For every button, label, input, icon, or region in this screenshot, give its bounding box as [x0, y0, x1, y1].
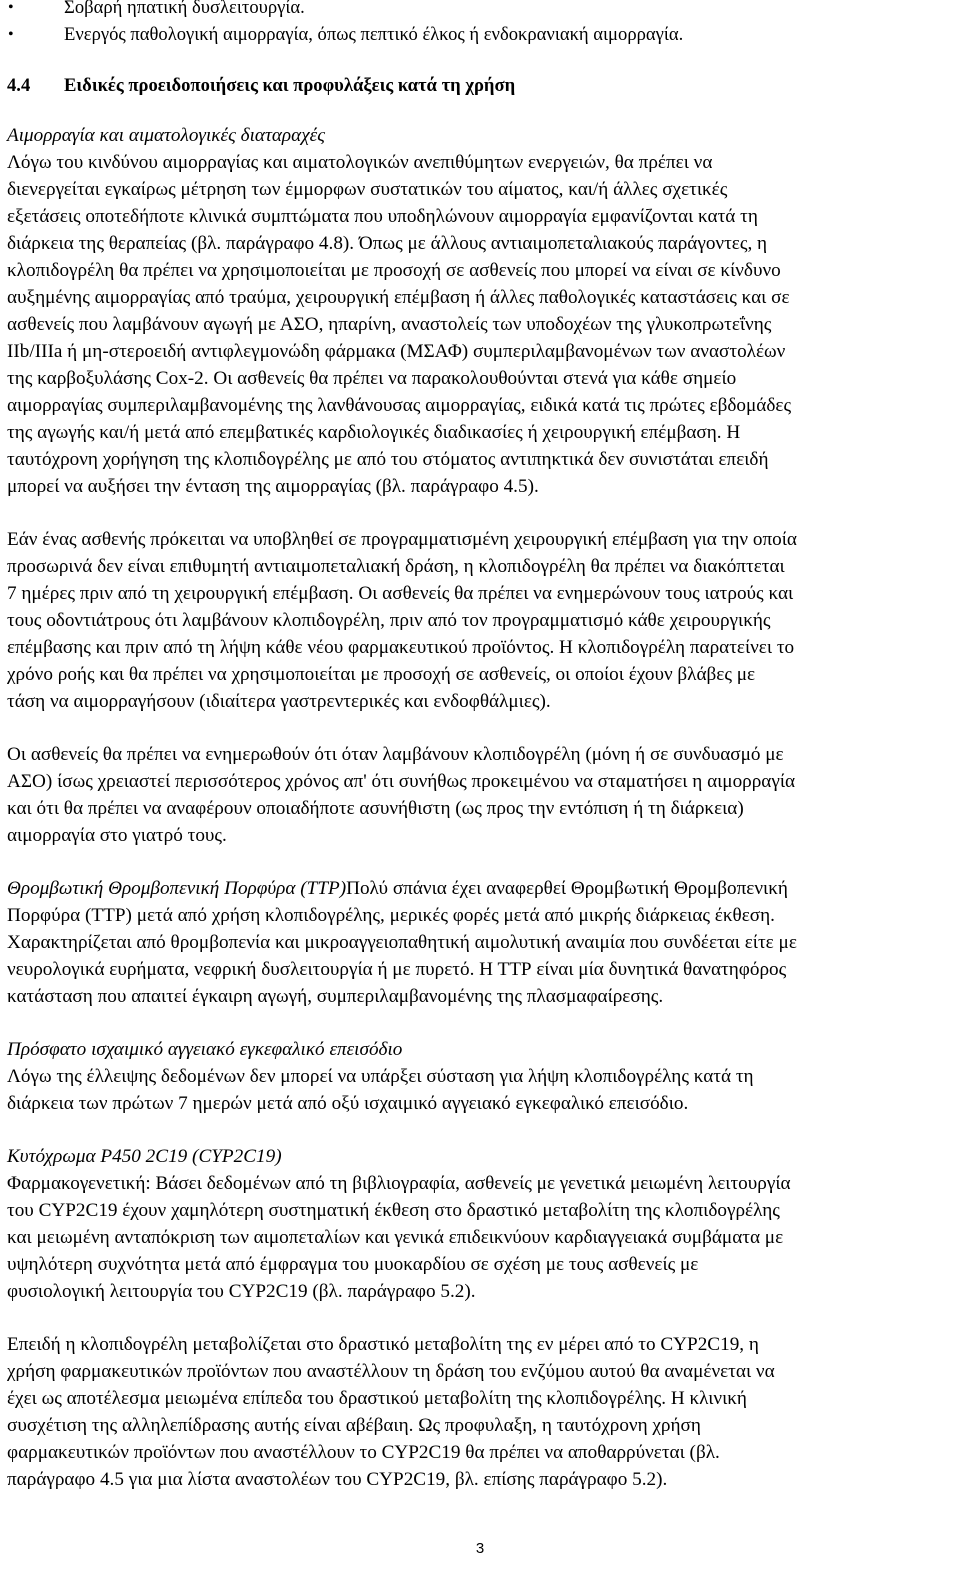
text-line: της αγωγής και/ή μετά από επεμβατικές καρδιολογικές διαδικασίες ή χειρουργική επέμβαση. Η — [7, 422, 741, 443]
paragraph-cyp2c19 — [7, 1143, 952, 1305]
text-line: χρήση φαρμακευτικών προϊόντων που αναστέλλουν τη δράση του ενζύμου αυτού θα αναμένεται να — [7, 1361, 775, 1382]
subheading: Κυτόχρωμα P450 2C19 (CYP2C19) — [7, 1146, 282, 1167]
text-line: κατάσταση που απαιτεί έγκαιρη αγωγή, συμπεριλαμβανομένης της πλασμαφαίρεσης. — [7, 986, 664, 1007]
paragraph-bleeding — [7, 122, 952, 500]
text-line: προσωρινά δεν είναι επιθυμητή αντιαιμοπεταλιακή δράση, η κλοπιδογρέλη θα πρέπει να διακόπτεται — [7, 556, 785, 577]
page-number: 3 — [475, 1540, 485, 1557]
text-line: και ότι θα πρέπει να αναφέρουν οποιαδήποτε ασυνήθιστη (ως προς την εντόπιση ή τη διάρκεια) — [7, 798, 744, 819]
text-line: διάρκεια της θεραπείας (βλ. παράγραφο 4.8). Όπως με άλλους αντιαιμοπεταλιακούς παράγοντες, η — [7, 233, 768, 254]
text-line — [7, 875, 952, 902]
paragraph-patient-info — [7, 741, 952, 849]
text-run: Πολύ σπάνια έχει αναφερθεί Θρομβωτική Θρομβοπενική — [346, 878, 788, 899]
list-item — [7, 0, 952, 21]
text-line: 7 ημέρες πριν από τη χειρουργική επέμβαση. Οι ασθενείς θα πρέπει να ενημερώνουν τους ιατρούς και — [7, 583, 794, 604]
text-line: κλοπιδογρέλη θα πρέπει να χρησιμοποιείται με προσοχή σε ασθενείς που μπορεί να είναι σε κίνδυνο — [7, 260, 781, 281]
contraindications-list — [7, 0, 952, 48]
text-line: μπορεί να αυξήσει την ένταση της αιμορραγίας (βλ. παράγραφο 4.5). — [7, 476, 539, 497]
text-line: και μειωμένη ανταπόκριση των αιμοπεταλίων και γενικά επιδεικνύουν καρδιαγγειακά συμβάματα με — [7, 1227, 784, 1248]
inline-subheading: Θρομβωτική Θρομβοπενική Πορφύρα (ΤΤΡ) — [7, 878, 347, 899]
text-line: διενεργείται εγκαίρως μέτρηση των έμμορφων συστατικών του αίματος, και/ή άλλες σχετικές — [7, 179, 728, 200]
text-line: IIb/IIIa ή μη-στεροειδή αντιφλεγμονώδη φάρμακα (ΜΣΑΦ) συμπεριλαμβανομένων των αναστολέων — [7, 341, 786, 362]
text-line: αιμορραγίας συμπεριλαμβανομένης της λανθάνουσας αιμορραγίας, ειδικά κατά τις πρώτες εβδομάδες — [7, 395, 792, 416]
text-line: εξετάσεις οποτεδήποτε κλινικά συμπτώματα που υποδηλώνουν αιμορραγία εμφανίζονται κατά τη — [7, 206, 758, 227]
text-line: διάρκεια των πρώτων 7 ημερών μετά από οξύ ισχαιμικό αγγειακό εγκεφαλικό επεισόδιο. — [7, 1093, 689, 1114]
text-line: Πορφύρα (ΤΤΡ) μετά από χρήση κλοπιδογρέλης, μερικές φορές μετά από μικρής διάρκειας έκθεση. — [7, 905, 775, 926]
paragraph-cyp2c19-inhibitors — [7, 1331, 952, 1493]
list-item — [7, 21, 952, 48]
text-line: αιμορραγία στο γιατρό τους. — [7, 825, 227, 846]
text-line: της καρβοξυλάσης Cox-2. Οι ασθενείς θα πρέπει να παρακολουθούνται στενά για κάθε σημείο — [7, 368, 737, 389]
text-line: Λόγω του κινδύνου αιμορραγίας και αιματολογικών ανεπιθύμητων ενεργειών, θα πρέπει να — [7, 152, 713, 173]
text-line: χρόνο ροής και θα πρέπει να χρησιμοποιείται με προσοχή σε ασθενείς, οι οποίοι έχουν βλάβες με — [7, 664, 756, 685]
text-line: Χαρακτηρίζεται από θρομβοπενία και μικροαγγειοπαθητική αιμολυτική αναιμία που συνδέεται είτε με — [7, 932, 797, 953]
section-number: 4.4 — [7, 75, 31, 96]
text-line: αυξημένης αιμορραγίας από τραύμα, χειρουργική επέμβαση ή άλλες παθολογικές καταστάσεις και σε — [7, 287, 790, 308]
text-line: επέμβασης και πριν από τη λήψη κάθε νέου φαρμακευτικού προϊόντος. Η κλοπιδογρέλη παρατείνει το — [7, 637, 795, 658]
text-line: έχει ως αποτέλεσμα μειωμένα επίπεδα του δραστικού μεταβολίτη της κλοπιδογρέλης. Η κλινική — [7, 1388, 747, 1409]
text-line: φυσιολογική λειτουργία του CYP2C19 (βλ. παράγραφο 5.2). — [7, 1281, 476, 1302]
text-line: τάση να αιμορραγήσουν (ιδιαίτερα γαστρεντερικές και ενδοφθάλμιες). — [7, 691, 551, 712]
list-item-text: Ενεργός παθολογική αιμορραγία, όπως πεπτικό έλκος ή ενδοκρανιακή αιμορραγία. — [64, 24, 684, 45]
text-line: Επειδή η κλοπιδογρέλη μεταβολίζεται στο δραστικό μεταβολίτη της εν μέρει από το CYP2C19, η — [7, 1334, 759, 1355]
text-line: Εάν ένας ασθενής πρόκειται να υποβληθεί σε προγραμματισμένη χειρουργική επέμβαση για την οποία — [7, 529, 797, 550]
list-item-text: Σοβαρή ηπατική δυσλειτουργία. — [64, 0, 305, 18]
section-title: Ειδικές προειδοποιήσεις και προφυλάξεις κατά τη χρήση — [64, 75, 516, 96]
paragraph-ttp — [7, 875, 952, 1010]
text-line: υψηλότερη συχνότητα μετά από έμφραγμα του μυοκαρδίου σε σχέση με τους ασθενείς με — [7, 1254, 699, 1275]
text-line: Οι ασθενείς θα πρέπει να ενημερωθούν ότι όταν λαμβάνουν κλοπιδογρέλη (μόνη ή σε συνδυασμό με — [7, 744, 784, 765]
text-line: παράγραφο 4.5 για μια λίστα αναστολέων του CYP2C19, βλ. επίσης παράγραφο 5.2). — [7, 1469, 668, 1490]
paragraph-stroke — [7, 1036, 952, 1117]
text-line: ασθενείς που λαμβάνουν αγωγή με ΑΣΟ, ηπαρίνη, αναστολείς των υποδοχέων της γλυκοπρωτεΐνης — [7, 314, 772, 335]
bullet-icon: • — [8, 0, 14, 16]
section-heading — [7, 72, 952, 99]
text-line: συσχέτιση της αλληλεπίδρασης αυτής είναι αβέβαιη. Ως προφυλαξη, η ταυτόχρονη χρήση — [7, 1415, 701, 1436]
text-line: του CYP2C19 έχουν χαμηλότερη συστηματική έκθεση στο δραστικό μεταβολίτη της κλοπιδογρέλης — [7, 1200, 780, 1221]
text-line: Φαρμακογενετική: Βάσει δεδομένων από τη βιβλιογραφία, ασθενείς με γενετικά μειωμένη λειτουργία — [7, 1173, 791, 1194]
text-line: ΑΣΟ) ίσως χρειαστεί περισσότερος χρόνος απ' ότι συνήθως προκειμένου να σταματήσει η αιμορραγία — [7, 771, 796, 792]
text-line: Λόγω της έλλειψης δεδομένων δεν μπορεί να υπάρξει σύσταση για λήψη κλοπιδογρέλης κατά τη — [7, 1066, 754, 1087]
paragraph-surgery — [7, 526, 952, 715]
text-line: τους οδοντιάτρους ότι λαμβάνουν κλοπιδογρέλη, πριν από τον προγραμματισμό κάθε χειρουργικής — [7, 610, 771, 631]
text-line: φαρμακευτικών προϊόντων που αναστέλλουν το CYP2C19 θα πρέπει να αποθαρρύνεται (βλ. — [7, 1442, 720, 1463]
text-line: ταυτόχρονη χορήγηση της κλοπιδογρέλης με από του στόματος αντιπηκτικά δεν συνιστάται επειδή — [7, 449, 769, 470]
subheading: Πρόσφατο ισχαιμικό αγγειακό εγκεφαλικό επεισόδιο — [7, 1039, 403, 1060]
bullet-icon: • — [8, 26, 14, 43]
document-page — [7, 0, 952, 1493]
text-line: νευρολογικά ευρήματα, νεφρική δυσλειτουργία ή με πυρετό. Η ΤΤΡ είναι μία δυνητικά θανατηφόρος — [7, 959, 787, 980]
subheading: Αιμορραγία και αιματολογικές διαταραχές — [7, 125, 325, 146]
